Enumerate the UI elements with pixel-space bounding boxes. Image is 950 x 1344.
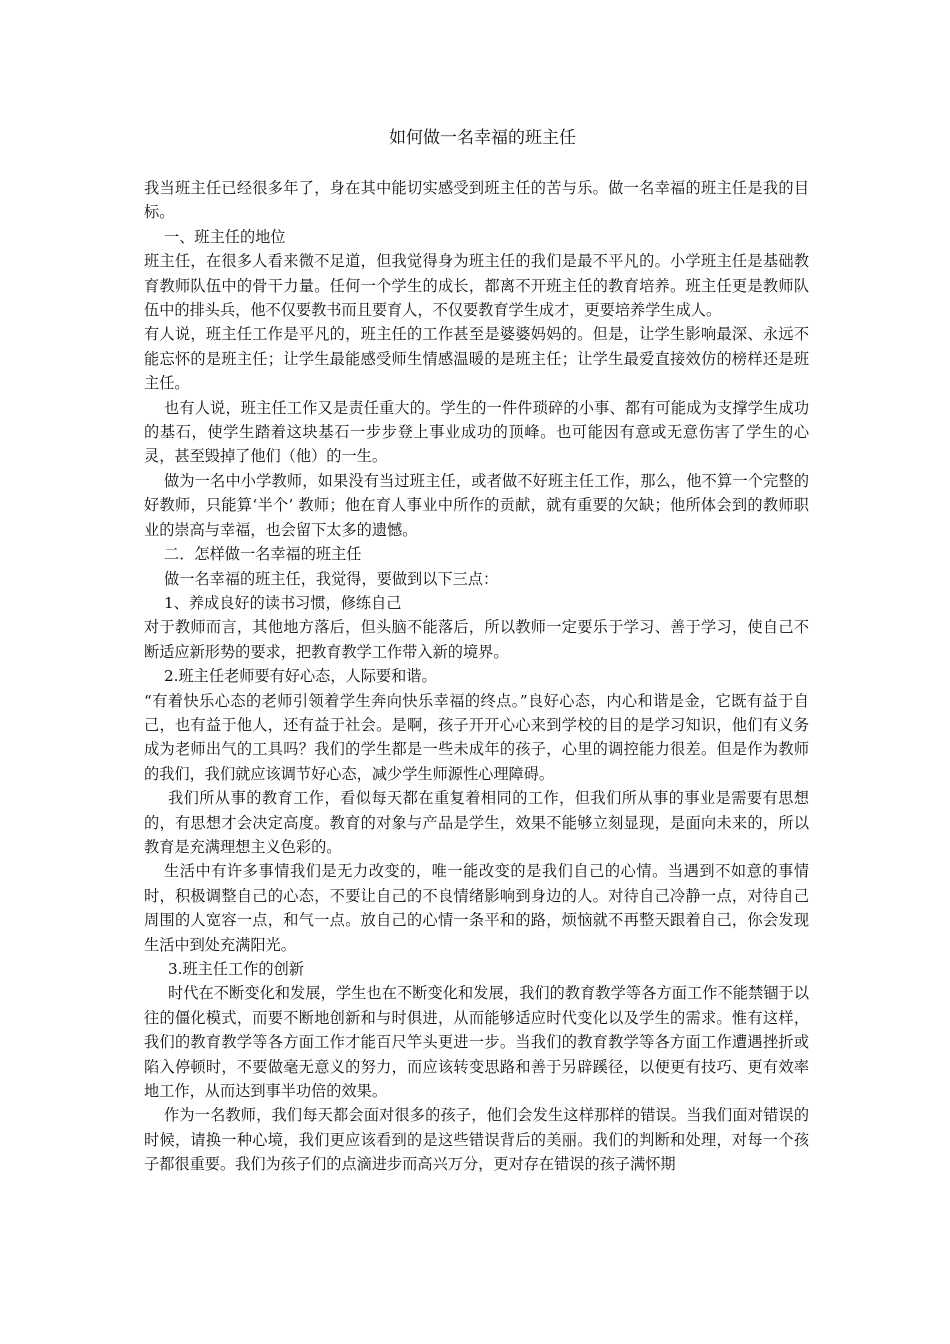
paragraph: 做为一名中小学教师，如果没有当过班主任，或者做不好班主任工作，那么，他不算一个完整的好教师，只能算‘半个’ 教师；他在育人事业中所作的贡献，就有重要的欠缺；他所体会到的教师职业的崇高与幸福，也会留下太多的遗憾。 bbox=[144, 471, 809, 539]
subsection-heading-3: 3.班主任工作的创新 bbox=[168, 960, 304, 978]
paragraph: 做一名幸福的班主任，我觉得，要做到以下三点： bbox=[164, 569, 499, 588]
document-page bbox=[144, 124, 809, 1177]
paragraph: 生活中有许多事情我们是无力改变的，唯一能改变的是我们自己的心情。当遇到不如意的事情时，积极调整自己的心态，不要让自己的不良情绪影响到身边的人。对待自己冷静一点，对待自己周围的人宽容一点，和气一点。放自己的心情一条平和的路，烦恼就不再整天跟着自己，你会发现生活中到处充满阳光。 bbox=[144, 862, 809, 954]
section-heading-2: 二．怎样做一名幸福的班主任 bbox=[164, 545, 362, 564]
subsection-heading-2: 2.班主任老师要有好心态，人际要和谐。 bbox=[164, 667, 437, 686]
document-title: 如何做一名幸福的班主任 bbox=[389, 128, 576, 148]
paragraph: 班主任，在很多人看来微不足道，但我觉得身为班主任的我们是最不平凡的。小学班主任是基础教育教师队伍中的骨干力量。任何一个学生的成长，都离不开班主任的教育培养。班主任更是教师队伍中的排头兵，他不仅要教书而且要育人，不仅要教育学生成才，更要培养学生成人。 bbox=[144, 252, 809, 320]
paragraph: 时代在不断变化和发展，学生也在不断变化和发展，我们的教育教学等各方面工作不能禁锢于以往的僵化模式，而要不断地创新和与时俱进，从而能够适应时代变化以及学生的需求。惟有这样，我们的教育教学等各方面工作才能百尺竿头更进一步。当我们的教育教学等各方面工作遭遇挫折或陷入停顿时，不要做毫无意义的努力，而应该转变思路和善于另辟蹊径，以便更有技巧、更有效率地工作，从而达到事半功倍的效果。 bbox=[144, 984, 809, 1101]
paragraph: “有着快乐心态的老师引领着学生奔向快乐幸福的终点。”良好心态，内心和谐是金，它既有益于自己，也有益于他人，还有益于社会。是啊，孩子开开心心来到学校的目的是学习知识，他们有义务成为老师出气的工具吗？我们的学生都是一些未成年的孩子，心里的调控能力很差。但是作为教师的我们，我们就应该调节好心态，减少学生师源性心理障碍。 bbox=[144, 691, 809, 783]
section-heading-1: 一、班主任的地位 bbox=[164, 227, 286, 246]
paragraph: 也有人说，班主任工作又是责任重大的。学生的一件件琐碎的小事、都有可能成为支撑学生成功的基石，使学生踏着这块基石一步步登上事业成功的顶峰。也可能因有意或无意伤害了学生的心灵，甚至毁掉了他们（他）的一生。 bbox=[144, 398, 809, 466]
paragraph: 有人说，班主任工作是平凡的，班主任的工作甚至是婆婆妈妈的。但是，让学生影响最深、永远不能忘怀的是班主任；让学生最能感受师生情感温暖的是班主任；让学生最爱直接效仿的榜样还是班主任。 bbox=[144, 325, 809, 393]
paragraph: 对于教师而言，其他地方落后，但头脑不能落后，所以教师一定要乐于学习、善于学习，使自己不断适应新形势的要求，把教育教学工作带入新的境界。 bbox=[144, 618, 809, 661]
paragraph: 作为一名教师，我们每天都会面对很多的孩子，他们会发生这样那样的错误。当我们面对错误的时候，请换一种心境，我们更应该看到的是这些错误背后的美丽。我们的判断和处理，对每一个孩子都很重要。我们为孩子们的点滴进步而高兴万分，更对存在错误的孩子满怀期 bbox=[144, 1106, 809, 1174]
paragraph: 我们所从事的教育工作，看似每天都在重复着相同的工作，但我们所从事的事业是需要有思想的，有思想才会决定高度。教育的对象与产品是学生，效果不能够立刻显现，是面向未来的，所以教育是充满理想主义色彩的。 bbox=[144, 789, 809, 856]
subsection-heading-1: 1、养成良好的读书习惯，修练自己 bbox=[164, 593, 402, 612]
paragraph-intro: 我当班主任已经很多年了，身在其中能切实感受到班主任的苦与乐。做一名幸福的班主任是我的目标。 bbox=[144, 179, 809, 222]
